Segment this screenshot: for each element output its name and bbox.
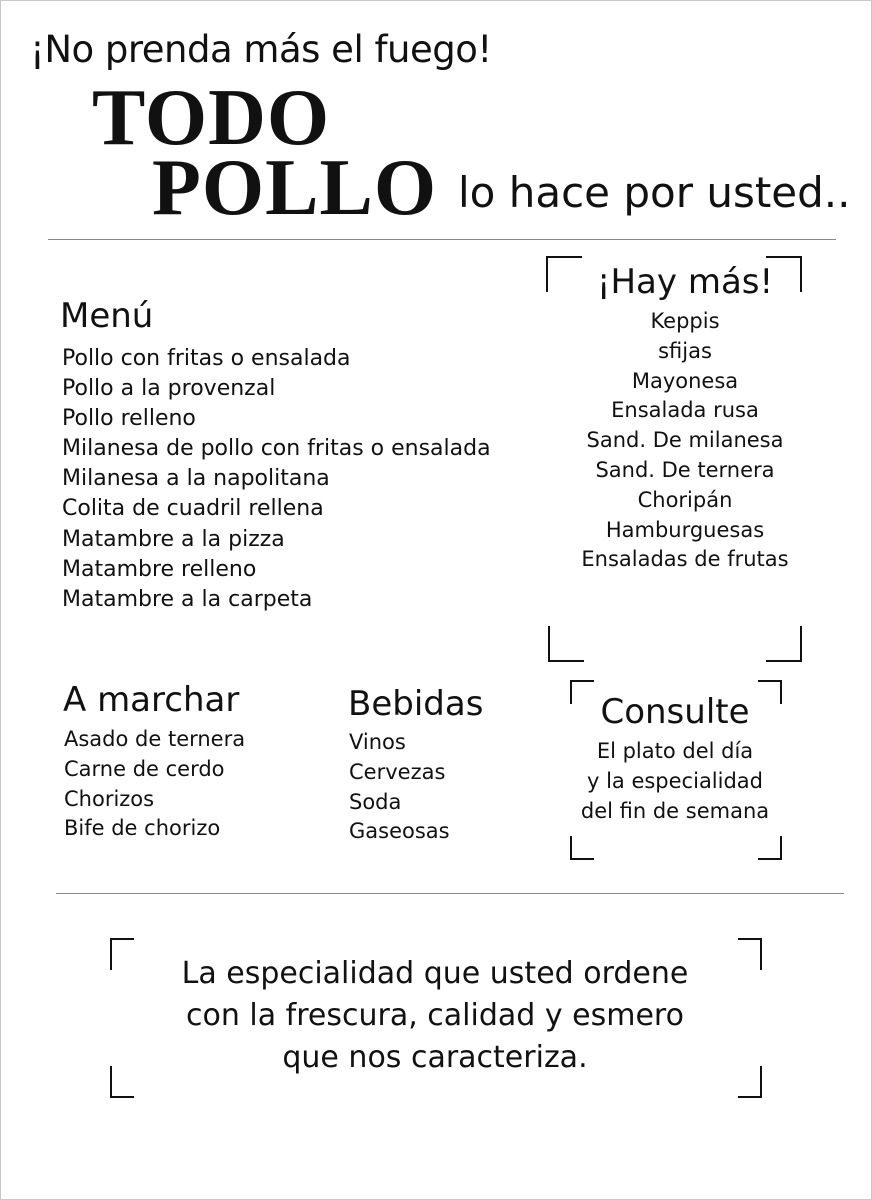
menu-heading: Menú bbox=[60, 296, 154, 336]
list-item: Chorizos bbox=[64, 786, 155, 811]
list-item: Matambre relleno bbox=[62, 556, 257, 582]
list-item: Matambre a la pizza bbox=[62, 526, 285, 552]
list-item: Carne de cerdo bbox=[64, 756, 225, 781]
closing-line: con la frescura, calidad y esmero bbox=[186, 998, 684, 1033]
list-item: Matambre a la carpeta bbox=[62, 586, 313, 612]
list-item: Hamburguesas bbox=[605, 517, 765, 542]
list-item: Bife de chorizo bbox=[64, 816, 221, 841]
list-item: Colita de cuadril rellena bbox=[62, 496, 324, 522]
footer-divider bbox=[56, 893, 844, 894]
list-item: Mayonesa bbox=[631, 368, 739, 393]
hay-mas-list bbox=[556, 307, 814, 575]
list-item: Pollo a la provenzal bbox=[62, 376, 276, 402]
list-item: Pollo relleno bbox=[62, 406, 196, 432]
list-item: Vinos bbox=[349, 730, 406, 754]
hay-mas-heading: ¡Hay más! bbox=[596, 262, 774, 302]
bracket-corner bbox=[738, 938, 762, 970]
bebidas-heading: Bebidas bbox=[348, 684, 484, 724]
closing-line: La especialidad que usted ordene bbox=[181, 956, 689, 991]
header-divider bbox=[48, 239, 836, 240]
list-item: y la especialidad bbox=[586, 768, 764, 793]
bracket-corner bbox=[758, 836, 782, 860]
list-item: Sand. De milanesa bbox=[586, 428, 784, 453]
list-item: Ensaladas de frutas bbox=[581, 547, 789, 572]
list-item: El plato del día bbox=[596, 739, 754, 763]
list-item: Keppis bbox=[650, 309, 720, 333]
bracket-corner bbox=[548, 626, 584, 662]
list-item: Gaseosas bbox=[349, 819, 450, 844]
list-item: Sand. De ternera bbox=[595, 457, 775, 482]
brand-title-line1: TODO bbox=[92, 74, 331, 162]
tagline: ¡No prenda más el fuego! bbox=[30, 28, 492, 71]
a-marchar-list bbox=[64, 725, 245, 844]
slogan: lo hace por usted.. bbox=[458, 168, 851, 217]
list-item: Soda bbox=[349, 789, 402, 814]
list-item: Cervezas bbox=[349, 759, 446, 784]
list-item: Milanesa a la napolitana bbox=[62, 466, 330, 492]
list-item: Ensalada rusa bbox=[611, 398, 759, 423]
list-item: sfijas bbox=[658, 338, 712, 363]
brand-title-line2: POLLO bbox=[152, 144, 438, 232]
bracket-corner bbox=[570, 836, 594, 860]
bracket-corner bbox=[110, 1066, 134, 1098]
closing-line: que nos caracteriza. bbox=[282, 1040, 588, 1075]
list-item: del fin de semana bbox=[580, 798, 770, 823]
consulte-heading: Consulte bbox=[600, 692, 750, 732]
list-item: Pollo con fritas o ensalada bbox=[62, 346, 351, 371]
consulte-list bbox=[560, 737, 790, 826]
list-item: Choripán bbox=[637, 487, 733, 512]
list-item: Asado de ternera bbox=[64, 727, 246, 751]
bracket-corner bbox=[110, 938, 134, 970]
list-item: Milanesa de pollo con fritas o ensalada bbox=[62, 436, 491, 462]
a-marchar-heading: A marchar bbox=[63, 680, 240, 720]
bracket-corner bbox=[738, 1066, 762, 1098]
bebidas-list bbox=[349, 728, 450, 847]
menu-list bbox=[62, 344, 491, 615]
bracket-corner bbox=[766, 626, 802, 662]
